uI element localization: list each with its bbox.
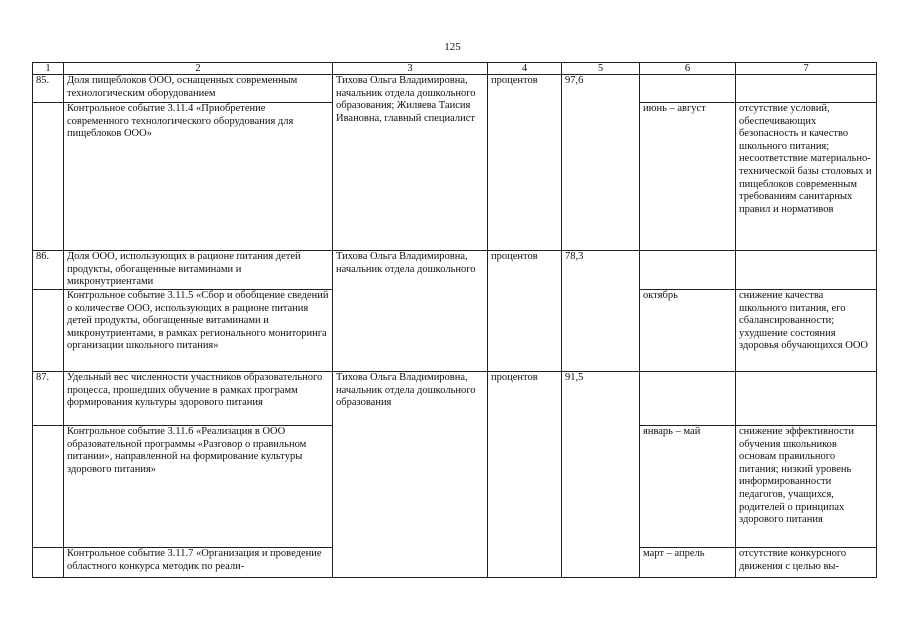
risk-empty-cell xyxy=(736,75,877,103)
indicator-cell: Доля ООО, использующих в рационе питания детей продукты, обогащенные витаминами и микронутриентами xyxy=(64,251,333,290)
period-cell: октябрь xyxy=(640,290,736,372)
row-number: 86. xyxy=(33,251,64,290)
indicator-cell: Доля пищеблоков ООО, оснащенных современным технологическим оборудованием xyxy=(64,75,333,103)
indicator-cell: Удельный вес численности участников образовательного процесса, прошедших обучение в рамках программ формирования культуры здорового питания xyxy=(64,372,333,426)
responsible-cell: Тихова Ольга Владимировна, начальник отдела дошкольного xyxy=(333,251,488,372)
table-row xyxy=(33,75,877,103)
unit-cell: процентов xyxy=(488,75,562,251)
control-event-cell: Контрольное событие 3.11.7 «Организация и проведение областного конкурса методик по реали- xyxy=(64,548,333,578)
period-empty-cell xyxy=(640,251,736,290)
control-event-cell: Контрольное событие 3.11.4 «Приобретение современного технологического оборудования для пищеблоков ООО» xyxy=(64,103,333,251)
unit-cell: процентов xyxy=(488,372,562,578)
risk-cell: снижение качества школьного питания, его сбалансированности; ухудшение состояния здоровья обучающихся ООО xyxy=(736,290,877,372)
header-cell-5: 5 xyxy=(562,63,640,75)
row-number-empty-cell xyxy=(33,290,64,372)
row-number: 85. xyxy=(33,75,64,103)
risk-empty-cell xyxy=(736,251,877,290)
page-number: 125 xyxy=(444,41,461,53)
risk-empty-cell xyxy=(736,372,877,426)
period-empty-cell xyxy=(640,75,736,103)
risk-cell: отсутствие условий, обеспечивающих безопасность и качество школьного питания; несоответствие материально-технической базы столовых и пищеблоков современным требованиям санитарных правил и нормативов xyxy=(736,103,877,251)
row-number-empty-cell xyxy=(33,103,64,251)
responsible-cell: Тихова Ольга Владимировна, начальник отдела дошкольного образования; Жиляева Таисия Ивановна, главный специалист xyxy=(333,75,488,251)
header-cell-6: 6 xyxy=(640,63,736,75)
value-cell: 91,5 xyxy=(562,372,640,578)
row-number: 87. xyxy=(33,372,64,426)
value-cell: 97,6 xyxy=(562,75,640,251)
document-table xyxy=(32,62,877,578)
header-cell-7: 7 xyxy=(736,63,877,75)
risk-cell: отсутствие конкурсного движения с целью вы- xyxy=(736,548,877,578)
value-cell: 78,3 xyxy=(562,251,640,372)
period-cell: июнь – август xyxy=(640,103,736,251)
header-row xyxy=(33,63,877,75)
header-cell-1: 1 xyxy=(33,63,64,75)
table-row xyxy=(33,372,877,426)
header-cell-4: 4 xyxy=(488,63,562,75)
row-number-empty-cell xyxy=(33,426,64,548)
period-cell: январь – май xyxy=(640,426,736,548)
control-event-cell: Контрольное событие 3.11.6 «Реализация в ООО образовательной программы «Разговор о правильном питании», направленной на формирование культуры здорового питания» xyxy=(64,426,333,548)
control-event-cell: Контрольное событие 3.11.5 «Сбор и обобщение сведений о количестве ООО, использующих в рационе питания детей продукты, обогащенные витаминами и микронутриентами, в рамках регионального мониторинга организации школьного питания» xyxy=(64,290,333,372)
responsible-cell: Тихова Ольга Владимировна, начальник отдела дошкольного образования xyxy=(333,372,488,578)
period-cell: март – апрель xyxy=(640,548,736,578)
risk-cell: снижение эффективности обучения школьников основам правильного питания; низкий уровень информированности педагогов, учащихся, родителей о принципах здорового питания xyxy=(736,426,877,548)
period-empty-cell xyxy=(640,372,736,426)
header-cell-3: 3 xyxy=(333,63,488,75)
table-row xyxy=(33,251,877,290)
header-cell-2: 2 xyxy=(64,63,333,75)
row-number-empty-cell xyxy=(33,548,64,578)
unit-cell: процентов xyxy=(488,251,562,372)
